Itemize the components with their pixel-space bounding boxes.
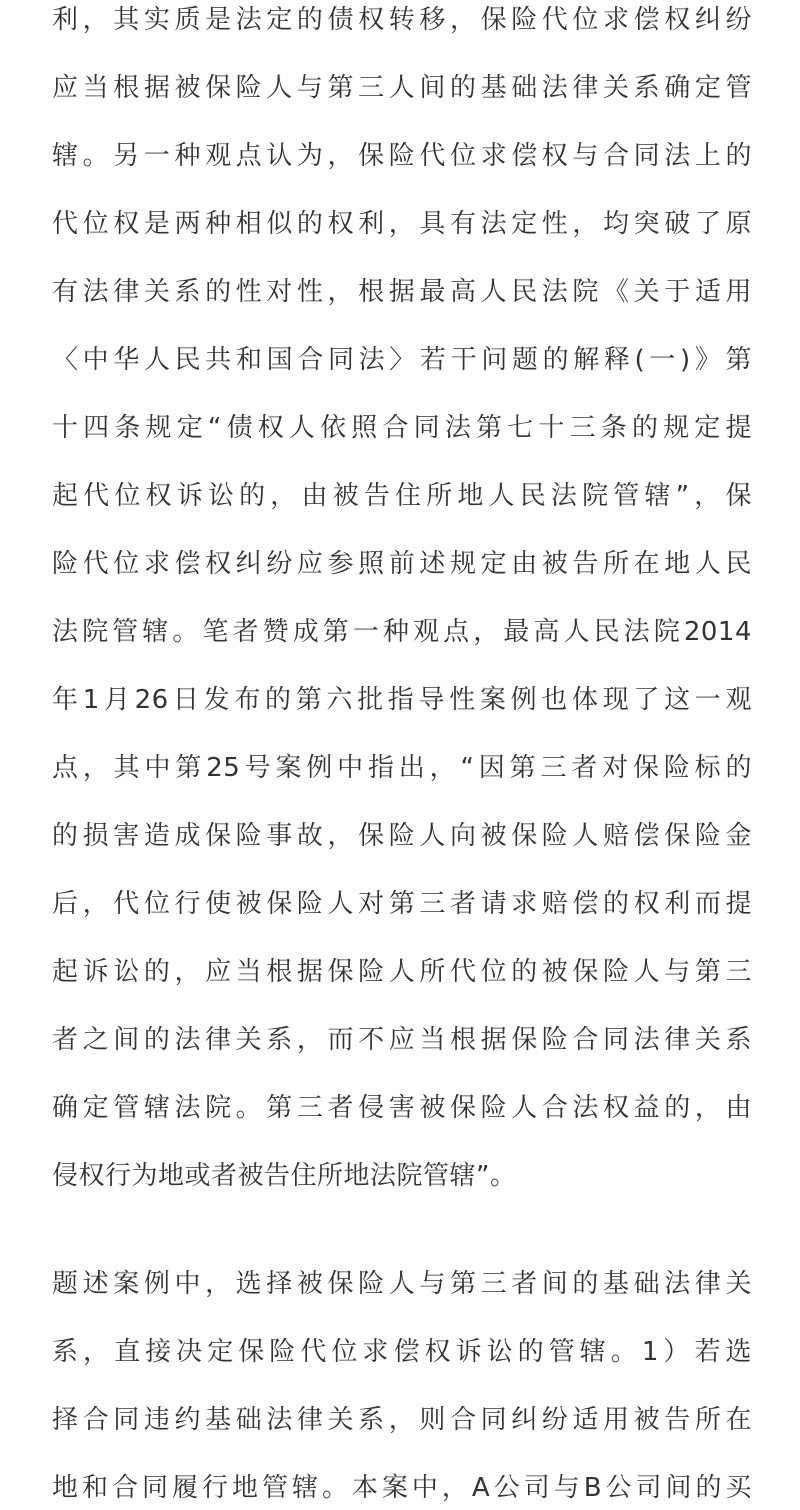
- text-line: 起诉讼的，应当根据保险人所代位的被保险人与第三: [52, 957, 752, 987]
- text-line: 法院管辖。笔者赞成第一种观点，最高人民法院2014: [52, 617, 752, 647]
- text-line: 的损害造成保险事故，保险人向被保险人赔偿保险金: [52, 821, 752, 851]
- text-line: 利，其实质是法定的债权转移，保险代位求偿权纠纷: [52, 5, 752, 35]
- text-line: 有法律关系的性对性，根据最高人民法院《关于适用: [52, 277, 752, 307]
- text-line: 题述案例中，选择被保险人与第三者间的基础法律关: [52, 1269, 752, 1299]
- text-line: 辖。另一种观点认为，保险代位求偿权与合同法上的: [52, 141, 752, 171]
- text-line: 起代位权诉讼的，由被告住所地人民法院管辖”，保: [52, 481, 752, 511]
- text-line: 十四条规定“债权人依照合同法第七十三条的规定提: [52, 413, 752, 443]
- text-line: 者之间的法律关系，而不应当根据保险合同法律关系: [52, 1025, 752, 1055]
- text-line: 侵权行为地或者被告住所地法院管辖”。: [52, 1161, 517, 1191]
- text-line: 后，代位行使被保险人对第三者请求赔偿的权利而提: [52, 889, 752, 919]
- text-line: 点，其中第25号案例中指出，“因第三者对保险标的: [52, 753, 752, 783]
- text-line: 确定管辖法院。第三者侵害被保险人合法权益的，由: [52, 1093, 752, 1123]
- text-line: 地和合同履行地管辖。本案中，A公司与B公司间的买: [52, 1473, 752, 1503]
- text-line: 应当根据被保险人与第三人间的基础法律关系确定管: [52, 73, 752, 103]
- text-line: 择合同违约基础法律关系，则合同纠纷适用被告所在: [52, 1405, 752, 1435]
- text-line: 〈中华人民共和国合同法〉若干问题的解释(一)》第: [52, 345, 752, 375]
- text-line: 年1月26日发布的第六批指导性案例也体现了这一观: [52, 685, 752, 715]
- text-line: 系，直接决定保险代位求偿权诉讼的管辖。1）若选: [52, 1337, 752, 1367]
- paragraph-1: [52, 0, 752, 1224]
- text-line: 险代位求偿权纠纷应参照前述规定由被告所在地人民: [52, 549, 752, 579]
- text-line: 代位权是两种相似的权利，具有法定性，均突破了原: [52, 209, 752, 239]
- paragraph-2: [52, 1264, 752, 1510]
